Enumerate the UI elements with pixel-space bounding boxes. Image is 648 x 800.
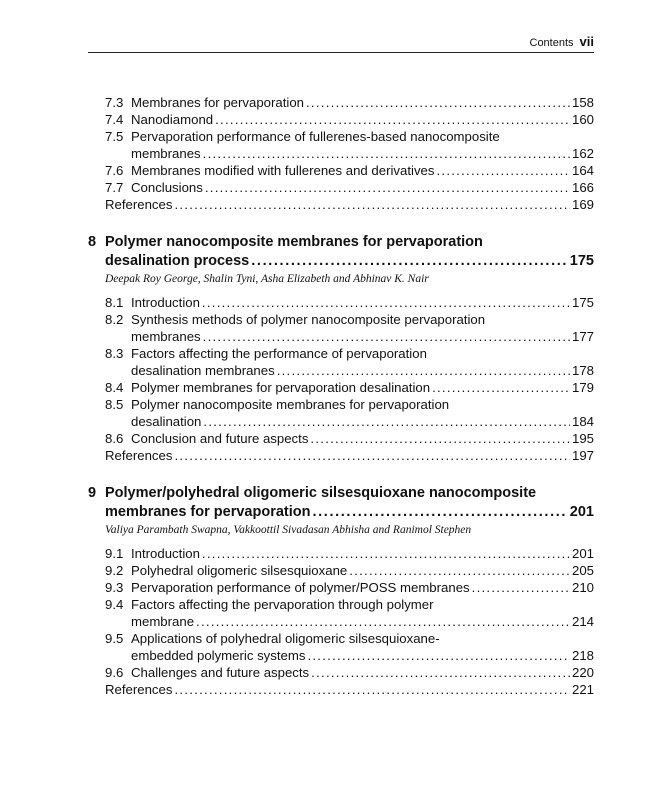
header-page-number: vii: [579, 34, 594, 49]
chapter-number: 9: [88, 485, 97, 501]
chapter-authors: Valiya Parambath Swapna, Vakkoottil Sivadasan Abhisha and Ranimol Stephen: [105, 524, 472, 536]
toc-entry[interactable]: 8.5 Polymer nanocomposite membranes for pervaporation desalination . . . 184: [105, 396, 594, 430]
toc-entry[interactable]: 8.2 Synthesis methods of polymer nanocomposite pervaporation membranes . . . 177: [105, 311, 594, 345]
toc-entry[interactable]: 9.4 Factors affecting the pervaporation through polymer membrane . . . 214: [105, 596, 594, 630]
toc-entry[interactable]: 9.6 Challenges and future aspects . . . 220: [105, 664, 594, 681]
toc-entry[interactable]: 8.3 Factors affecting the performance of pervaporation desalination membranes . . . 178: [105, 345, 594, 379]
toc-entry[interactable]: 8.1 Introduction . . . 175: [105, 294, 594, 311]
chapter-9-heading[interactable]: [88, 484, 594, 536]
toc-entry[interactable]: 9.3 Pervaporation performance of polymer/POSS membranes . . . 210: [105, 579, 594, 596]
toc-entry[interactable]: 7.5 Pervaporation performance of fullerenes-based nanocomposite membranes . . . 162: [105, 128, 594, 162]
toc-entry-references[interactable]: References . . . 197: [105, 447, 594, 464]
toc-entry[interactable]: 8.6 Conclusion and future aspects . . . 195: [105, 430, 594, 447]
toc-entry-references[interactable]: References . . . 221: [105, 681, 594, 698]
chapter-8-heading[interactable]: [88, 233, 594, 285]
chapter-number: 8: [88, 234, 97, 250]
toc-entry[interactable]: 7.3 Membranes for pervaporation . . . 158: [105, 94, 594, 111]
header-rule: [88, 52, 594, 53]
toc-entry[interactable]: 9.2 Polyhedral oligomeric silsesquioxane . . . 205: [105, 562, 594, 579]
chapter-title-line1: Polymer nanocomposite membranes for pervaporation: [105, 234, 483, 250]
toc-entry[interactable]: 7.6 Membranes modified with fullerenes and derivatives . . . 164: [105, 162, 594, 179]
chapter-authors: Deepak Roy George, Shalin Tyni, Asha Elizabeth and Abhinav K. Nair: [105, 273, 429, 285]
toc-entry[interactable]: 7.4 Nanodiamond . . . 160: [105, 111, 594, 128]
toc-entry[interactable]: 9.1 Introduction . . . 201: [105, 545, 594, 562]
running-header: [530, 34, 595, 49]
chapter-page: 175: [569, 253, 594, 269]
toc-entry[interactable]: 9.5 Applications of polyhedral oligomeric silsesquioxane- embedded polymeric systems . . . 218: [105, 630, 594, 664]
chapter-title-line2: membranes for pervaporation: [105, 504, 311, 520]
toc-entry[interactable]: 8.4 Polymer membranes for pervaporation desalination . . . 179: [105, 379, 594, 396]
chapter-title-line1: Polymer/polyhedral oligomeric silsesquioxane nanocomposite: [105, 485, 537, 501]
chapter-page: 201: [569, 504, 594, 520]
toc-entry[interactable]: 7.7 Conclusions . . . 166: [105, 179, 594, 196]
chapter-title-line2: desalination process: [105, 253, 250, 269]
header-label: Contents: [529, 37, 574, 49]
toc-entry-references[interactable]: References . . . 169: [105, 196, 594, 213]
